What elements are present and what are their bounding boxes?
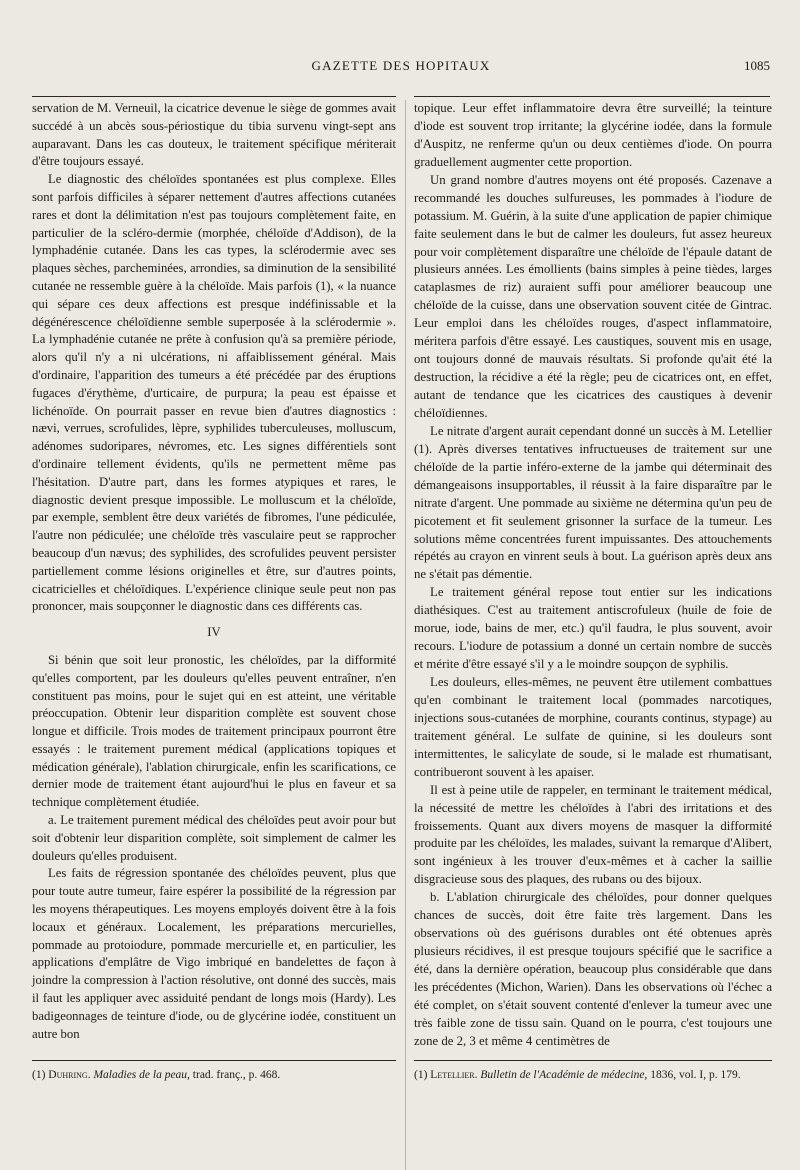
- paragraph: a. Le traitement purement médical des chéloïdes peut avoir pour but soit d'obtenir leur disparition complète, soit simplement de calmer les douleurs qu'elles produisent.: [32, 813, 396, 863]
- paragraph: b. L'ablation chirurgicale des chéloïdes, pour donner quelques chances de succès, doit être faite très largement. Dans les observations où des guérisons durables ont été obtenues après plusieurs récidives, il est presque toujours spécifié que le sacrifice a été, dans la dernière opération, beaucoup plus considérable que dans les précédentes (Michon, Warien). Dans les observations où l'échec a été complet, on s'était souvent contenté d'enlever la tumeur avec une très faible zone de tissu sain. Quand on le pourra, c'est toujours une zone de 2, 3 et même 4 centimètres de: [414, 890, 772, 1048]
- paragraph: Si bénin que soit leur pronostic, les chéloïdes, par la difformité qu'elles comportent, par les douleurs qu'elles peuvent entraîner, n'en constituent pas moins, pour le sujet qui en est atteint, une véritable préoccupation. Obtenir leur disparition complète est souvent chose longue et difficile. Trois modes de traitement principaux pourront être essayés : le traitement purement médical (applications topiques et médication générale), l'ablation chirurgicale, enfin les scarifications, ce dernier mode de traitement étant aujourd'hui le plus en faveur et sa technique complètement étudiée.: [32, 652, 396, 810]
- running-title: GAZETTE DES HOPITAUX: [311, 58, 491, 73]
- page-number: 1085: [744, 58, 770, 73]
- paragraph: topique. Leur effet inflammatoire devra être surveillé; la teinture d'iode est souvent trop irritante; la glycérine iodée, dans la formule d'Auspitz, ne renferme qu'un ou deux centièmes d'iode. On pourra graduellement augmenter cette proportion.: [414, 101, 772, 169]
- header-rule-left: [32, 96, 396, 97]
- footnote-rule-right: [414, 1060, 772, 1061]
- footnote-title: Maladies de la peau,: [93, 1069, 190, 1081]
- section-number: IV: [207, 625, 221, 640]
- footnote-left: [32, 1068, 396, 1083]
- footnote-title: Bulletin de l'Académie de médecine,: [480, 1069, 648, 1081]
- paragraph: Les faits de régression spontanée des chéloïdes peuvent, plus que pour toute autre tumeur, faire espérer la possibilité de la régression par les moyens thérapeutiques. Les moyens employés doivent être à la fois locaux et généraux. Localement, les préparations mercurielles, pommade au protoiodure, pommade mercurielle et, en particulier, les applications d'emplâtre de Vigo imbriqué en bandelettes de façon à joindre la compression à l'action résolutive, ont donné des succès, mais il faut les appliquer avec assiduité pendant de longs mois (Hardy). Les badigeonnages de teinture d'iode, ou de glycérine iodée, constituent un autre bon: [32, 866, 396, 1041]
- footnote-mark: (1): [32, 1069, 46, 1081]
- right-column: [414, 100, 772, 1051]
- footnote-author: Letellier.: [430, 1069, 478, 1081]
- header-rule-right: [414, 96, 770, 97]
- footnote-right: [414, 1068, 772, 1083]
- footnote-author: Duhring.: [48, 1069, 91, 1081]
- left-column: [32, 100, 396, 1043]
- footnote-rule-left: [32, 1060, 396, 1061]
- paragraph: Le diagnostic des chéloïdes spontanées est plus complexe. Elles sont parfois difficiles à séparer nettement d'autres affections cutanées rares et dont la délimitation n'est pas toujours complètement faite, en particulier de la scléro-dermie (morphée, chéloïde d'Addison), de la lymphadénie cutanée. Dans les cas types, la sclérodermie avec ses plaques sèches, parcheminées, arrondies, sa diminution de la sensibilité cutanée ne ressemble guère à la chéloïde. Mais parfois (1), « la nuance qui sépare ces deux affections est presque indéfinissable et la dégénérescence chéloïdienne semble superposée à la sclérodermie ». La lymphadénie cutanée ne prête à confusion qu'à sa première période, alors qu'il n'y a ni ulcérations, ni affaiblissement général. Mais d'ordinaire, l'apparition des tumeurs a été précédée par des éruptions fugaces d'érythème, d'urticaire, de purpura; la peau est épaisse et lichénoïde. On pourrait passer en revue bien d'autres diagnostics : nævi, verrues, scrofulides, lèpre, syphilides tuberculeuses, molluscum, adénomes sudoripares, névromes, etc. Les signes différentiels sont d'ordinaire tellement évidents, qu'ils ne permettent même pas l'hésitation. D'autre part, dans les formes atypiques et rares, le diagnostic devient presque impossible. Le molluscum et la chéloïde, par exemple, semblent être deux variétés de fibromes, l'une pédiculée, l'autre non pédiculée; une chéloïde très vasculaire peut se rapprocher beaucoup d'un nævus; des syphilides, des scrofulides peuvent persister partiellement comme lésions originelles et être, sur d'autres points, cicatricielles et chéloïdiques. L'expérience clinique seule peut non pas prononcer, mais soupçonner le diagnostic dans ces différents cas.: [32, 172, 396, 614]
- footnote-details: 1836, vol. I, p. 179.: [650, 1069, 741, 1081]
- footnote-details: trad. franç., p. 468.: [192, 1069, 281, 1081]
- footnote-mark: (1): [414, 1069, 428, 1081]
- page-header: [32, 56, 770, 78]
- paragraph: Un grand nombre d'autres moyens ont été proposés. Cazenave a recommandé les douches sulfureuses, les pommades à l'iodure de potassium. M. Guérin, à la suite d'une application de papier chimique faite seulement dans le but de calmer les douleurs, fut assez heureux pour voir complètement disparaître une chéloïde de l'épaule datant de plusieurs années. Les émollients (bains simples à peine tièdes, larges cataplasmes de riz) auraient suffi pour améliorer beaucoup une chéloïde de la cuisse, dans une observation souvent citée de Gintrac. Leur emploi dans les chéloïdes rouges, d'aspect inflammatoire, méritera parfois d'être essayé. Les caustiques, souvent mis en usage, ont toujours donné de mauvais résultats. Si profonde qu'ait été la destruction, la récidive a été la règle; peu de cicatrices ont, en effet, autant de tendance que les cicatrices des caustiques à devenir chéloïdiennes.: [414, 172, 772, 420]
- paragraph: servation de M. Verneuil, la cicatrice devenue le siège de gommes avait succédé à un abcès sous-périostique du tibia survenu vingt-sept ans auparavant. Dans les cas douteux, le traitement spécifique mériterait d'être toujours essayé.: [32, 101, 396, 169]
- column-divider: [405, 100, 406, 1170]
- paragraph: Les douleurs, elles-mêmes, ne peuvent être utilement combattues qu'en combinant le traitement local (pommades narcotiques, injections sous-cutanées de morphine, courants continus, stypage) au traitement général. Le sulfate de quinine, si les douleurs sont intermittentes, le salicylate de soude, si le malade est rhumatisant, contribueront souvent à les apaiser.: [414, 675, 772, 779]
- paragraph: Le nitrate d'argent aurait cependant donné un succès à M. Letellier (1). Après diverses tentatives infructueuses de traitement sur une chéloïde de la partie inféro-externe de la jambe qui déterminait des démangeaisons insupportables, il réussit à la faire disparaître par le nitrate d'argent. Une pommade au sixième ne détermina qu'un peu de picotement et fit seulement grisonner la surface de la tumeur. Les solutions même concentrées furent impuissantes. Des attouchements répétés au crayon en vinrent seuls à bout. La guérison après deux ans ne s'était pas démentie.: [414, 423, 772, 582]
- paragraph: Il est à peine utile de rappeler, en terminant le traitement médical, la nécessité de mettre les chéloïdes à l'abri des irritations et des froissements. Quant aux divers moyens de masquer la difformité produite par les chéloïdes, les malades, suivant la remarque d'Alibert, sont ingénieux à les trouver d'eux-mêmes et à cacher la saillie disgracieuse sous des plaques, des rubans ou des bijoux.: [414, 782, 772, 887]
- paragraph: Le traitement général repose tout entier sur les indications diathésiques. C'est au traitement antiscrofuleux (huile de foie de morue, iode, bains de mer, etc.) qu'il faudra, le plus souvent, avoir recours. L'iodure de potassium a donné un certain nombre de succès et mérite d'être essayé s'il y a le moindre soupçon de syphilis.: [414, 585, 772, 672]
